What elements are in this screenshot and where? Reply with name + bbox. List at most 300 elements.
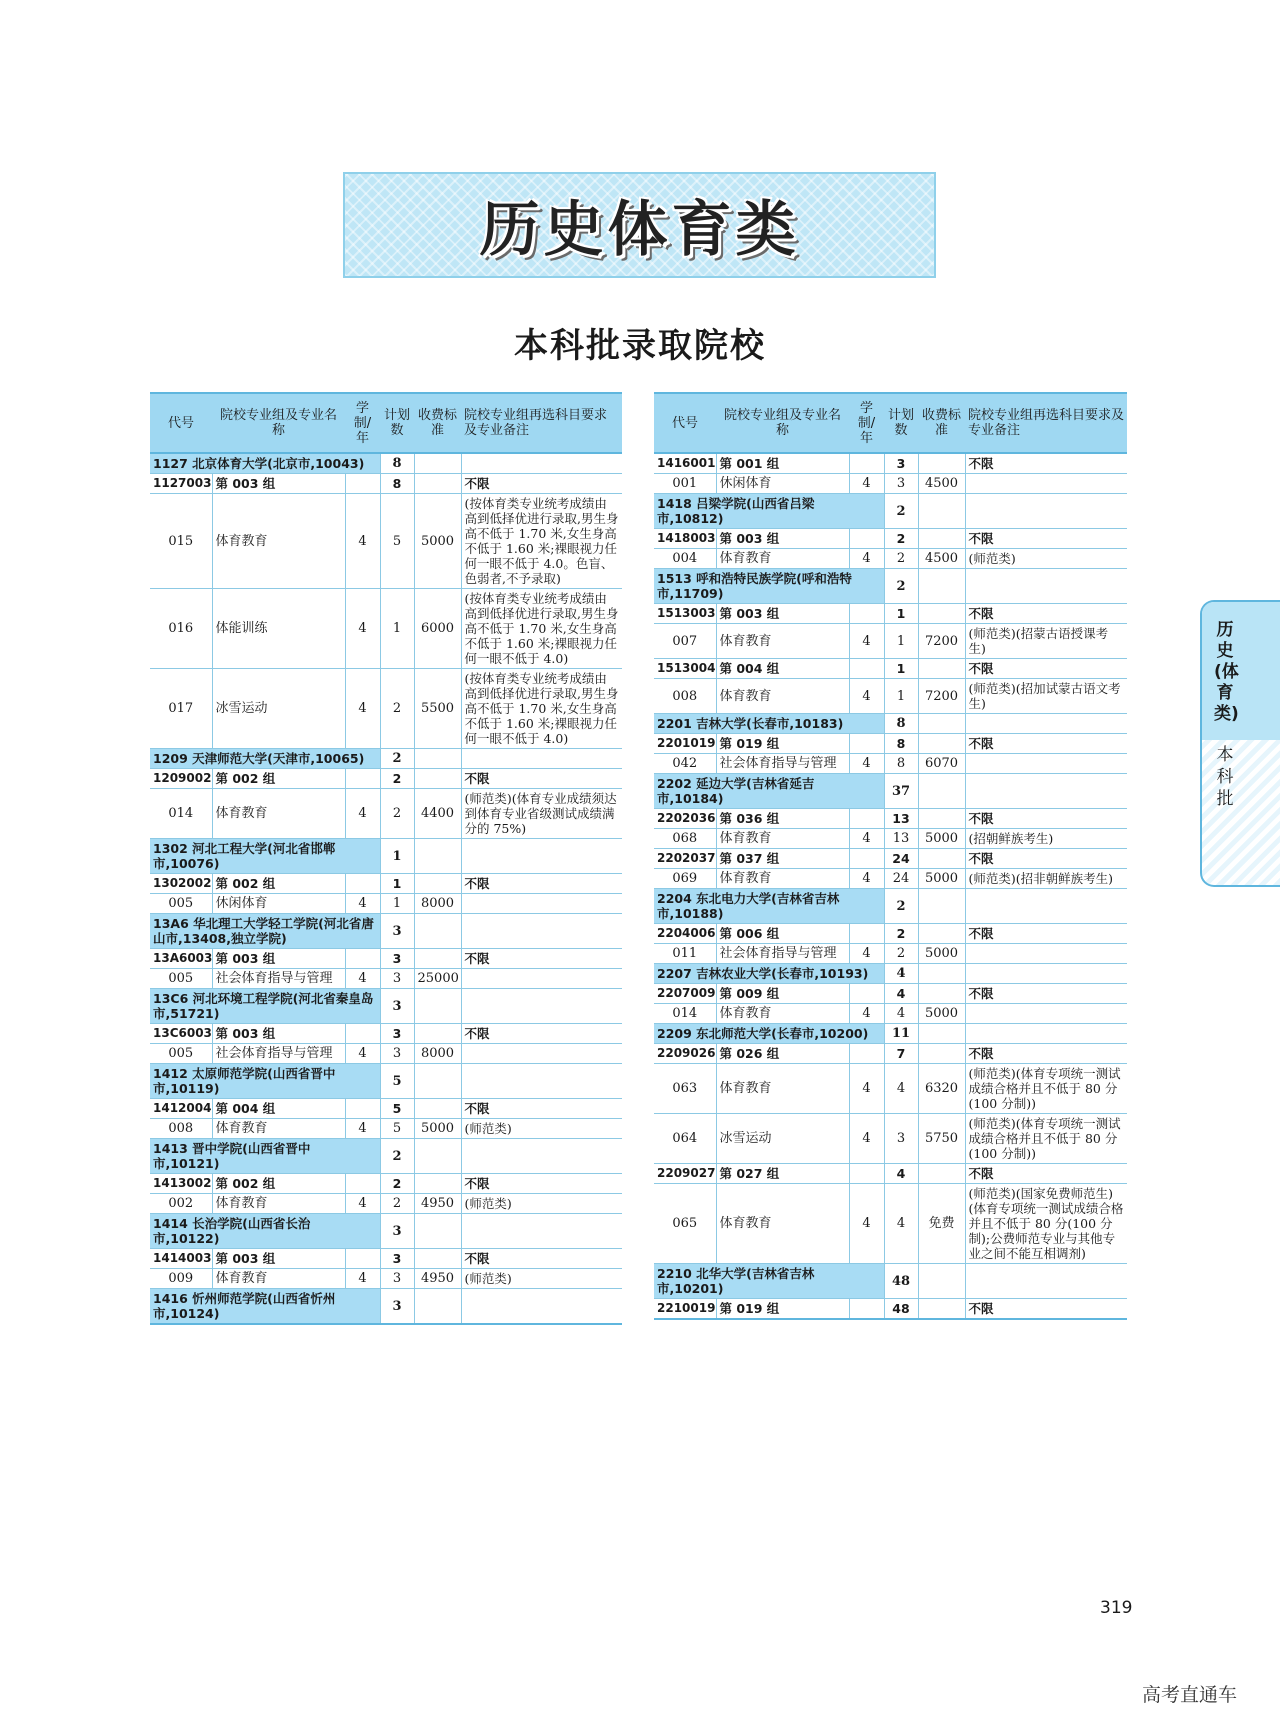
plan-count: 3 [380,1249,414,1269]
plan-count: 2 [884,549,918,569]
fee-cell [918,494,965,529]
fee-cell [918,849,965,869]
major-note: (招朝鲜族考生) [965,829,1127,849]
major-code: 065 [654,1184,716,1264]
group-code: 1418003 [654,529,716,549]
group-name: 第 037 组 [716,849,849,869]
tuition-fee: 7200 [918,679,965,714]
group-row [654,453,1127,474]
group-row [654,984,1127,1004]
school-row [654,964,1127,984]
school-name: 1416 忻州师范学院(山西省忻州市,10124) [150,1289,380,1325]
group-code: 1513003 [654,604,716,624]
plan-count: 4 [884,1184,918,1264]
plan-count: 1 [884,604,918,624]
major-note [965,1004,1127,1024]
years-cell [345,474,380,494]
school-row [654,774,1127,809]
school-row [150,989,622,1024]
plan-count: 3 [380,1269,414,1289]
note-cell [461,1139,622,1174]
school-name: 1513 呼和浩特民族学院(呼和浩特市,11709) [654,569,884,604]
note-cell [461,749,622,769]
plan-count: 8 [884,754,918,774]
major-row [150,969,622,989]
major-note [965,754,1127,774]
group-code: 2202037 [654,849,716,869]
school-row [150,1214,622,1249]
major-note: (师范类)(招加试蒙古语文考生) [965,679,1127,714]
plan-count: 3 [884,453,918,474]
fee-cell [414,949,461,969]
major-row [654,679,1127,714]
header-years: 学制/年 [345,393,380,453]
tuition-fee: 8000 [414,1044,461,1064]
fee-cell [414,1289,461,1325]
side-tab-main-label: 历史(体育类) [1214,620,1239,724]
plan-count: 3 [884,474,918,494]
tuition-fee: 5000 [918,869,965,889]
plan-count: 2 [884,569,918,604]
years-cell [849,984,884,1004]
plan-count: 1 [884,679,918,714]
note-cell [965,714,1127,734]
subject-requirement: 不限 [461,874,622,894]
plan-count: 13 [884,809,918,829]
tuition-fee: 5750 [918,1114,965,1164]
school-name: 13A6 华北理工大学轻工学院(河北省唐山市,13408,独立学院) [150,914,380,949]
school-row [654,494,1127,529]
fee-cell [918,964,965,984]
right-admission-table [654,392,1127,1320]
major-code: 017 [150,669,212,749]
major-note [461,1044,622,1064]
fee-cell [414,914,461,949]
school-name: 2201 吉林大学(长春市,10183) [654,714,884,734]
group-code: 1414003 [150,1249,212,1269]
major-note: (师范类)(国家免费师范生)(体育专项统一测试成绩合格并且不低于 80 分(100 分制);公费师范专业与其他专业之间不能互相调剂) [965,1184,1127,1264]
group-row [150,1249,622,1269]
tuition-fee: 25000 [414,969,461,989]
plan-count: 8 [380,453,414,474]
left-admission-table [150,392,622,1325]
fee-cell [414,989,461,1024]
years-cell [849,453,884,474]
group-row [150,1174,622,1194]
plan-count: 1 [884,624,918,659]
subject-requirement: 不限 [965,604,1127,624]
page-subtitle: 本科批录取院校 [514,326,766,366]
fee-cell [918,569,965,604]
plan-count: 2 [380,1174,414,1194]
fee-cell [918,924,965,944]
fee-cell [918,809,965,829]
subject-requirement: 不限 [461,474,622,494]
school-name: 1413 晋中学院(山西省晋中市,10121) [150,1139,380,1174]
tuition-fee: 4500 [918,474,965,494]
group-code: 2204006 [654,924,716,944]
tuition-fee: 5000 [918,829,965,849]
major-code: 008 [150,1119,212,1139]
header-name: 院校专业组及专业名称 [212,393,345,453]
fee-cell [918,1264,965,1299]
group-code: 1513004 [654,659,716,679]
note-cell [965,889,1127,924]
major-name: 体育教育 [716,679,849,714]
fee-cell [918,774,965,809]
tuition-fee: 7200 [918,624,965,659]
subject-requirement: 不限 [965,809,1127,829]
major-name: 休闲体育 [212,894,345,914]
major-code: 069 [654,869,716,889]
fee-cell [918,1024,965,1044]
table-header [654,393,1127,453]
fee-cell [918,659,965,679]
group-name: 第 003 组 [212,474,345,494]
subject-requirement: 不限 [965,453,1127,474]
major-name: 冰雪运动 [716,1114,849,1164]
major-name: 体育教育 [212,1269,345,1289]
group-name: 第 006 组 [716,924,849,944]
major-note [461,894,622,914]
study-years: 4 [849,1004,884,1024]
fee-cell [414,1099,461,1119]
major-name: 社会体育指导与管理 [212,1044,345,1064]
fee-cell [918,1299,965,1320]
group-name: 第 026 组 [716,1044,849,1064]
group-code: 2209026 [654,1044,716,1064]
major-code: 015 [150,494,212,589]
major-row [654,1114,1127,1164]
plan-count: 3 [380,1024,414,1044]
note-cell [461,1214,622,1249]
fee-cell [918,1164,965,1184]
major-code: 011 [654,944,716,964]
group-name: 第 002 组 [212,1174,345,1194]
school-name: 2202 延边大学(吉林省延吉市,10184) [654,774,884,809]
school-name: 13C6 河北环境工程学院(河北省秦皇岛市,51721) [150,989,380,1024]
major-note [461,969,622,989]
years-cell [849,734,884,754]
subject-requirement: 不限 [965,734,1127,754]
school-name: 2207 吉林农业大学(长春市,10193) [654,964,884,984]
plan-count: 24 [884,849,918,869]
plan-count: 5 [380,1119,414,1139]
major-row [654,624,1127,659]
major-name: 冰雪运动 [212,669,345,749]
plan-count: 3 [380,1214,414,1249]
plan-count: 4 [884,1064,918,1114]
study-years: 4 [345,894,380,914]
study-years: 4 [849,869,884,889]
years-cell [345,1249,380,1269]
plan-count: 8 [884,734,918,754]
study-years: 4 [849,679,884,714]
section-banner [343,172,936,278]
major-name: 体育教育 [716,1184,849,1264]
group-name: 第 003 组 [212,1024,345,1044]
header-note: 院校专业组再选科目要求及专业备注 [461,393,622,453]
group-name: 第 009 组 [716,984,849,1004]
fee-cell [414,1249,461,1269]
study-years: 4 [849,549,884,569]
plan-count: 2 [884,529,918,549]
major-row [654,869,1127,889]
subject-requirement: 不限 [461,1249,622,1269]
major-name: 休闲体育 [716,474,849,494]
group-code: 13C6003 [150,1024,212,1044]
header-plan: 计划数 [380,393,414,453]
group-name: 第 003 组 [716,529,849,549]
school-name: 1414 长治学院(山西省长治市,10122) [150,1214,380,1249]
fee-cell [414,1064,461,1099]
plan-count: 4 [884,1004,918,1024]
school-row [654,714,1127,734]
group-row [654,1044,1127,1064]
side-section-tab [1200,600,1280,887]
subject-requirement: 不限 [965,659,1127,679]
major-code: 009 [150,1269,212,1289]
school-row [654,889,1127,924]
school-row [654,569,1127,604]
group-code: 2207009 [654,984,716,1004]
group-row [150,474,622,494]
major-code: 014 [654,1004,716,1024]
fee-cell [918,714,965,734]
side-tab-sub-label: 本科批 [1216,745,1234,809]
fee-cell [918,529,965,549]
study-years: 4 [849,1114,884,1164]
tuition-fee: 4400 [414,789,461,839]
group-row [654,1164,1127,1184]
header-name: 院校专业组及专业名称 [716,393,849,453]
tuition-fee: 4950 [414,1269,461,1289]
major-name: 社会体育指导与管理 [716,754,849,774]
fee-cell [414,1024,461,1044]
plan-count: 2 [884,889,918,924]
plan-count: 3 [884,1114,918,1164]
study-years: 4 [849,1184,884,1264]
major-code: 063 [654,1064,716,1114]
years-cell [345,949,380,969]
tuition-fee: 5000 [414,1119,461,1139]
fee-cell [414,839,461,874]
study-years: 4 [345,969,380,989]
major-row [654,1064,1127,1114]
fee-cell [414,874,461,894]
plan-count: 2 [380,1194,414,1214]
major-code: 001 [654,474,716,494]
group-code: 1413002 [150,1174,212,1194]
years-cell [345,1174,380,1194]
header-fee: 收费标准 [918,393,965,453]
study-years: 4 [849,754,884,774]
major-note: (师范类)(招非朝鲜族考生) [965,869,1127,889]
major-code: 016 [150,589,212,669]
note-cell [965,1264,1127,1299]
group-code: 2201019 [654,734,716,754]
group-code: 1127003 [150,474,212,494]
plan-count: 1 [380,839,414,874]
plan-count: 13 [884,829,918,849]
group-name: 第 002 组 [212,769,345,789]
school-row [150,1064,622,1099]
school-row [150,914,622,949]
group-code: 1302002 [150,874,212,894]
plan-count: 24 [884,869,918,889]
study-years: 4 [849,944,884,964]
major-code: 064 [654,1114,716,1164]
tuition-fee: 6000 [414,589,461,669]
plan-count: 2 [380,669,414,749]
plan-count: 37 [884,774,918,809]
group-name: 第 003 组 [212,949,345,969]
group-name: 第 001 组 [716,453,849,474]
fee-cell [918,889,965,924]
major-code: 042 [654,754,716,774]
group-row [654,924,1127,944]
major-note: (师范类)(体育专项统一测试成绩合格并且不低于 80 分(100 分制)) [965,1114,1127,1164]
plan-count: 1 [380,894,414,914]
group-row [654,604,1127,624]
group-name: 第 003 组 [716,604,849,624]
header-fee: 收费标准 [414,393,461,453]
study-years: 4 [345,1044,380,1064]
school-row [150,1289,622,1325]
banner-title: 历史体育类 [479,195,800,265]
subject-requirement: 不限 [965,1044,1127,1064]
major-code: 008 [654,679,716,714]
major-row [150,589,622,669]
major-name: 体育教育 [716,1004,849,1024]
note-cell [965,774,1127,809]
years-cell [849,659,884,679]
group-row [150,769,622,789]
group-name: 第 019 组 [716,1299,849,1320]
group-row [654,849,1127,869]
major-row [150,789,622,839]
major-row [150,494,622,589]
table-header [150,393,622,453]
note-cell [461,1064,622,1099]
major-row [150,1269,622,1289]
school-name: 2210 北华大学(吉林省吉林市,10201) [654,1264,884,1299]
major-row [150,669,622,749]
major-code: 068 [654,829,716,849]
years-cell [345,769,380,789]
plan-count: 2 [380,789,414,839]
major-note: (师范类)(体育专业成绩须达到体育专业省级测试成绩满分的 75%) [461,789,622,839]
group-code: 2209027 [654,1164,716,1184]
plan-count: 7 [884,1044,918,1064]
tuition-fee: 免费 [918,1184,965,1264]
study-years: 4 [849,624,884,659]
group-row [150,874,622,894]
plan-count: 2 [380,769,414,789]
tuition-fee: 6320 [918,1064,965,1114]
plan-count: 11 [884,1024,918,1044]
years-cell [849,1164,884,1184]
study-years: 4 [345,669,380,749]
group-name: 第 027 组 [716,1164,849,1184]
plan-count: 1 [884,659,918,679]
note-cell [461,453,622,474]
plan-count: 8 [884,714,918,734]
major-name: 体育教育 [716,624,849,659]
plan-count: 2 [884,494,918,529]
major-name: 体育教育 [716,869,849,889]
major-code: 005 [150,1044,212,1064]
major-note: (师范类)(招蒙古语授课考生) [965,624,1127,659]
group-row [150,1024,622,1044]
school-row [654,1264,1127,1299]
school-name: 1418 吕梁学院(山西省吕梁市,10812) [654,494,884,529]
plan-count: 2 [884,944,918,964]
plan-count: 48 [884,1264,918,1299]
years-cell [849,924,884,944]
header-code: 代号 [654,393,716,453]
group-row [150,1099,622,1119]
school-name: 1209 天津师范大学(天津市,10065) [150,749,380,769]
school-name: 2209 东北师范大学(长春市,10200) [654,1024,884,1044]
group-code: 1412004 [150,1099,212,1119]
major-note [965,944,1127,964]
study-years: 4 [345,589,380,669]
subject-requirement: 不限 [965,1164,1127,1184]
subject-requirement: 不限 [461,769,622,789]
header-years: 学制/年 [849,393,884,453]
major-row [150,1119,622,1139]
fee-cell [918,1044,965,1064]
school-name: 2204 东北电力大学(吉林省吉林市,10188) [654,889,884,924]
major-code: 002 [150,1194,212,1214]
note-cell [461,989,622,1024]
major-name: 体育教育 [212,789,345,839]
note-cell [461,1289,622,1325]
subject-requirement: 不限 [965,849,1127,869]
plan-count: 3 [380,949,414,969]
group-name: 第 036 组 [716,809,849,829]
years-cell [345,1099,380,1119]
fee-cell [414,1214,461,1249]
major-code: 005 [150,969,212,989]
plan-count: 5 [380,1064,414,1099]
plan-count: 4 [884,964,918,984]
fee-cell [918,984,965,1004]
years-cell [849,1044,884,1064]
group-code: 2202036 [654,809,716,829]
years-cell [849,849,884,869]
note-cell [965,494,1127,529]
header-code: 代号 [150,393,212,453]
plan-count: 2 [380,749,414,769]
study-years: 4 [345,1194,380,1214]
plan-count: 5 [380,1099,414,1119]
major-name: 体育教育 [716,549,849,569]
plan-count: 4 [884,1164,918,1184]
major-note: (按体育类专业统考成绩由高到低择优进行录取,男生身高不低于 1.70 米,女生身高不低于 1.60 米;裸眼视力任何一眼不低于 4.0) [461,589,622,669]
note-cell [461,914,622,949]
tuition-fee: 5000 [414,494,461,589]
major-name: 体育教育 [212,1194,345,1214]
major-row [654,1184,1127,1264]
major-note: (师范类)(体育专项统一测试成绩合格并且不低于 80 分(100 分制)) [965,1064,1127,1114]
tuition-fee: 4950 [414,1194,461,1214]
major-row [654,754,1127,774]
subject-requirement: 不限 [461,1174,622,1194]
study-years: 4 [849,474,884,494]
school-name: 1127 北京体育大学(北京市,10043) [150,453,380,474]
